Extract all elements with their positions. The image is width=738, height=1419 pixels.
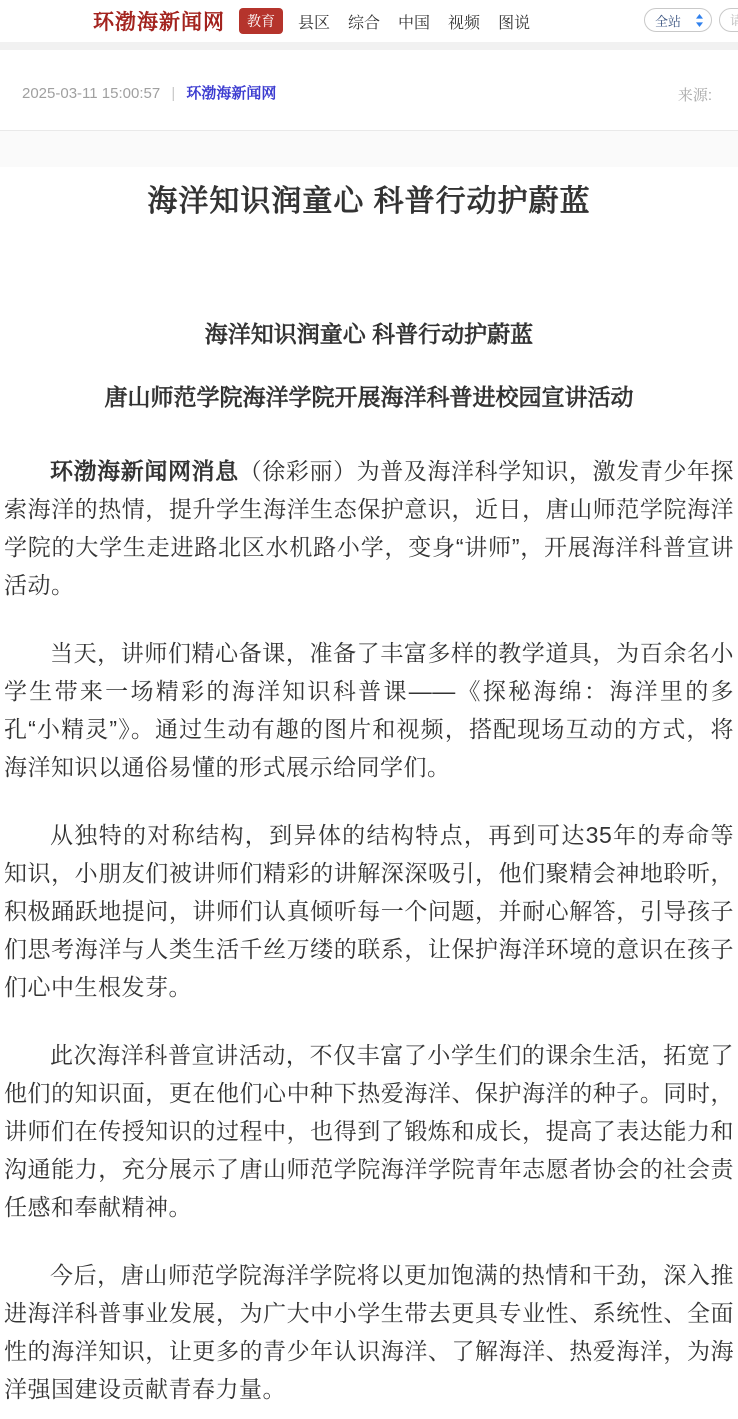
nav-tab-education-active[interactable]: 教育 <box>239 8 283 34</box>
meta-separator-band <box>0 130 738 167</box>
article-body <box>0 452 738 1408</box>
search-scope-select[interactable] <box>644 8 712 32</box>
select-arrows-icon <box>695 13 704 28</box>
meta-divider: | <box>171 85 176 102</box>
article-title: 海洋知识润童心 科普行动护蔚蓝 <box>147 185 591 218</box>
source-label: 来源: <box>677 87 712 104</box>
header-separator <box>0 42 738 50</box>
main-nav <box>239 8 546 34</box>
article-paragraph: 此次海洋科普宣讲活动，不仅丰富了小学生们的课余生活，拓宽了他们的知识面，更在他们心中种下热爱海洋、保护海洋的种子。同时，讲师们在传授知识的过程中，也得到了锻炼和成长，提高了表达能力和沟通能力，充分展示了唐山师范学院海洋学院青年志愿者协会的社会责任感和奉献精神。 <box>4 1042 734 1220</box>
top-navigation-bar <box>0 0 738 42</box>
article-subtitle: 海洋知识润童心 科普行动护蔚蓝 <box>204 321 534 347</box>
article-paragraph: 当天，讲师们精心备课，准备了丰富多样的教学道具，为百余名小学生带来一场精彩的海洋知识科普课——《探秘海绵：海洋里的多孔“小精灵”》。通过生动有趣的图片和视频，搭配现场互动的方式，将海洋知识以通俗易懂的形式展示给同学们。 <box>4 640 734 780</box>
nav-item-general[interactable]: 综合 <box>348 14 381 32</box>
article-paragraph: 从独特的对称结构，到异体的结构特点，再到可达35年的寿命等知识，小朋友们被讲师们精彩的讲解深深吸引，他们聚精会神地聆听，积极踊跃地提问，讲师们认真倾听每一个问题，并耐心解答，引导孩子们思考海洋与人类生活千丝万缕的联系，让保护海洋环境的意识在孩子们心中生根发芽。 <box>4 822 734 1000</box>
lead-text: （徐彩丽）为普及海洋科学知识，激发青少年探索海洋的热情，提升学生海洋生态保护意识，近日，唐山师范学院海洋学院的大学生走进路北区水机路小学，变身“讲师”，开展海洋科普宣讲活动。 <box>4 458 735 598</box>
nav-item-video[interactable]: 视频 <box>448 14 481 32</box>
publish-datetime: 2025-03-11 15:00:57 <box>22 85 161 102</box>
nav-item-pictures[interactable]: 图说 <box>498 14 531 32</box>
site-logo[interactable]: 环渤海新闻网 <box>93 9 225 34</box>
article-subtitle-secondary: 唐山师范学院海洋学院开展海洋科普进校园宣讲活动 <box>104 384 634 410</box>
nav-item-china[interactable]: 中国 <box>398 14 431 32</box>
search-input[interactable] <box>719 8 738 32</box>
site-name-link[interactable]: 环渤海新闻网 <box>186 85 277 102</box>
search-area <box>644 8 738 32</box>
search-scope-value: 全站 <box>655 13 682 29</box>
nav-item-districts[interactable]: 县区 <box>298 14 331 32</box>
lead-source-bold: 环渤海新闻网消息 <box>50 458 239 484</box>
article-paragraph: 今后，唐山师范学院海洋学院将以更加饱满的热情和干劲，深入推进海洋科普事业发展，为广大中小学生带去更具专业性、系统性、全面性的海洋知识，让更多的青少年认识海洋、了解海洋、热爱海洋，为海洋强国建设贡献青春力量。 <box>4 1262 734 1402</box>
article-meta-row <box>0 50 738 130</box>
article-paragraph-lead <box>4 452 734 604</box>
